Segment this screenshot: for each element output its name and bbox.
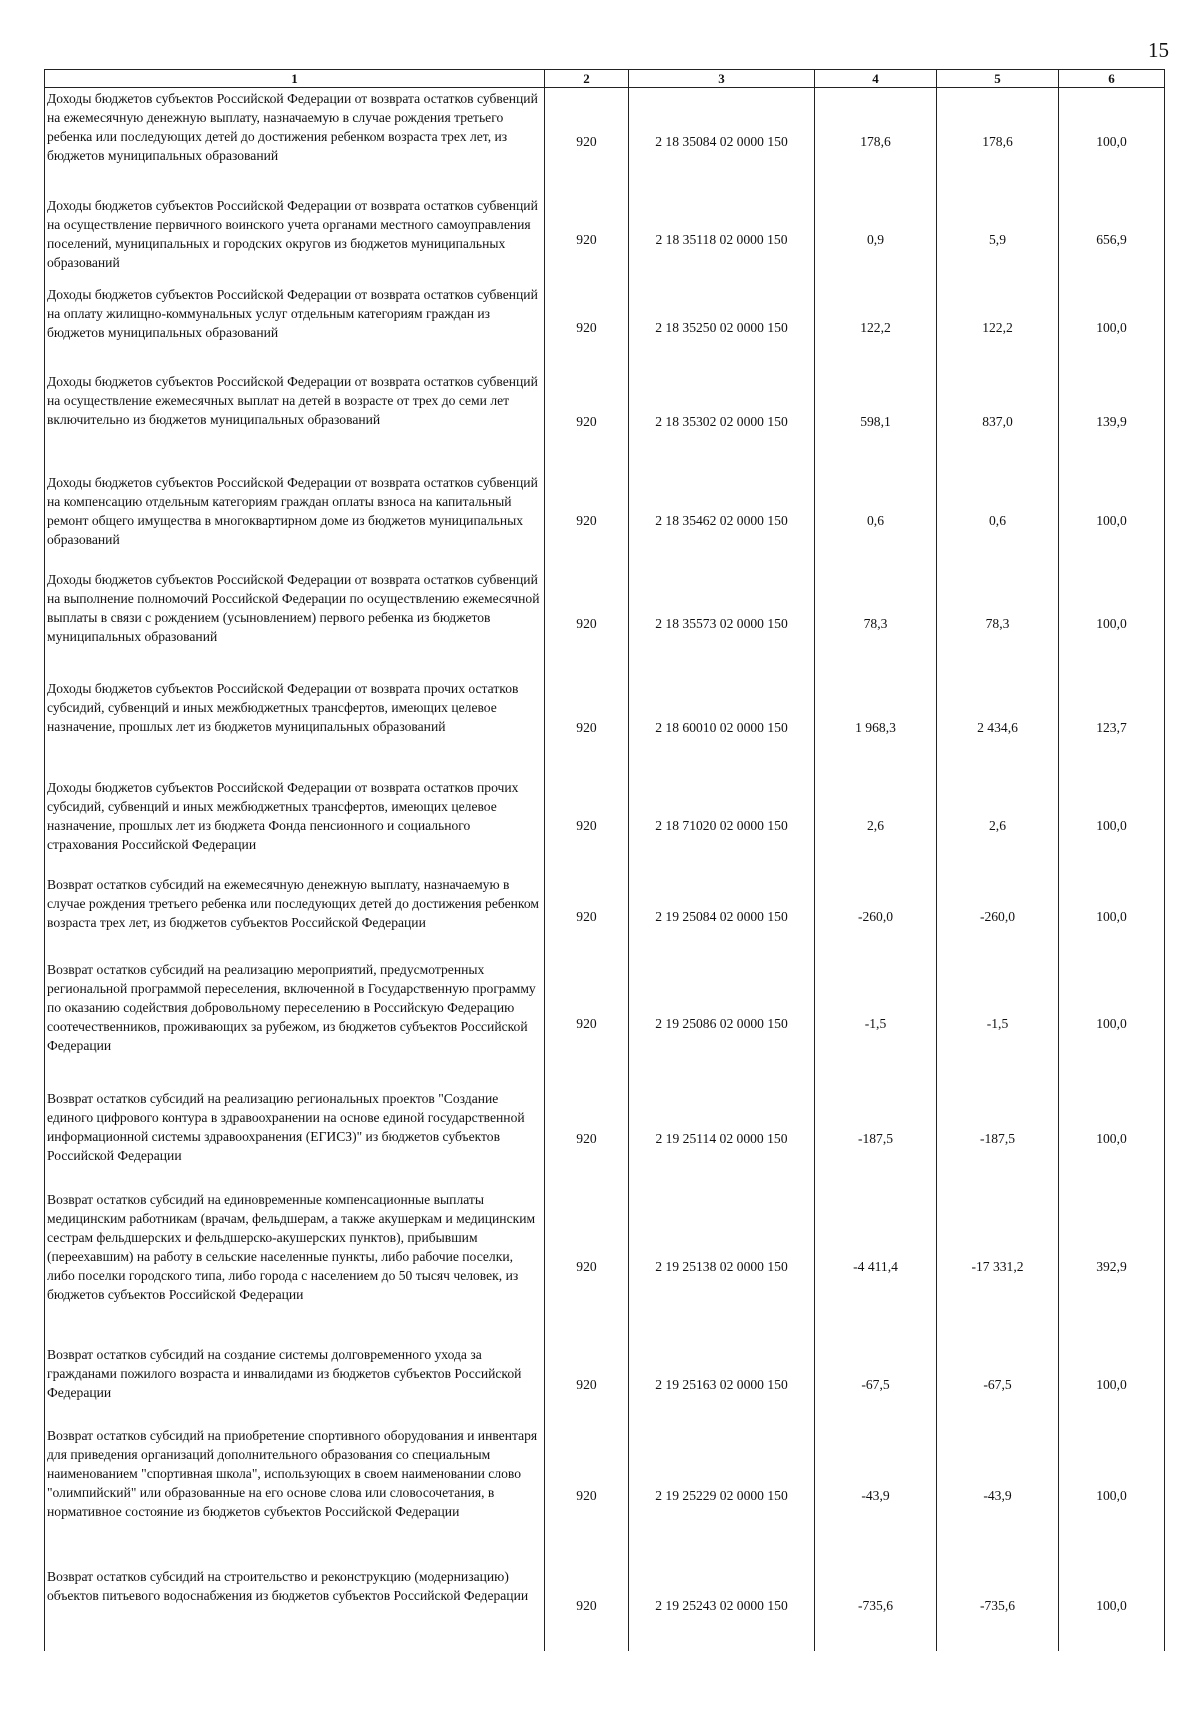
row-description: Доходы бюджетов субъектов Российской Федерации от возврата остатков субвенций на осуществление первичного воинского учета органами местного самоуправления поселений, муниципальных и городских округов из бюджетов муниципальных образований — [45, 195, 545, 284]
row-admin-code: 920 — [545, 959, 629, 1088]
row-description: Возврат остатков субсидий на ежемесячную денежную выплату, назначаемую в случае рождения третьего ребенка или последующих детей до достижения ребенком возраста трех лет, из бюджетов субъектов Российской Федерации — [45, 874, 545, 959]
row-col4: 2,6 — [815, 777, 937, 874]
row-col4: 0,9 — [815, 195, 937, 284]
row-col4: 0,6 — [815, 472, 937, 569]
row-col6: 100,0 — [1059, 777, 1165, 874]
table-row — [45, 88, 1165, 196]
row-col5: 178,6 — [937, 88, 1059, 196]
row-description: Доходы бюджетов субъектов Российской Федерации от возврата остатков субвенций на ежемесячную денежную выплату, назначаемую в случае рождения третьего ребенка или последующих детей до достижения ребенком возраста трех лет, из бюджетов муниципальных образований — [45, 88, 545, 196]
row-admin-code: 920 — [545, 195, 629, 284]
row-col6: 100,0 — [1059, 1088, 1165, 1189]
row-admin-code: 920 — [545, 1425, 629, 1566]
row-col5: -1,5 — [937, 959, 1059, 1088]
row-admin-code: 920 — [545, 1344, 629, 1425]
row-admin-code: 920 — [545, 777, 629, 874]
table-row — [45, 874, 1165, 959]
column-header-5: 5 — [937, 70, 1059, 88]
table-row — [45, 1189, 1165, 1344]
row-col5: 2 434,6 — [937, 678, 1059, 777]
table-row — [45, 371, 1165, 472]
row-admin-code: 920 — [545, 1088, 629, 1189]
row-col4: 178,6 — [815, 88, 937, 196]
table-row — [45, 777, 1165, 874]
table-row — [45, 678, 1165, 777]
row-col6: 100,0 — [1059, 1344, 1165, 1425]
row-col6: 100,0 — [1059, 472, 1165, 569]
row-col6: 100,0 — [1059, 88, 1165, 196]
row-col6: 100,0 — [1059, 959, 1165, 1088]
row-col4: 122,2 — [815, 284, 937, 371]
row-kbk: 2 18 35573 02 0000 150 — [629, 569, 815, 678]
row-col6: 656,9 — [1059, 195, 1165, 284]
row-admin-code: 920 — [545, 678, 629, 777]
row-col6: 100,0 — [1059, 1566, 1165, 1651]
row-kbk: 2 19 25163 02 0000 150 — [629, 1344, 815, 1425]
table-row — [45, 472, 1165, 569]
table-row — [45, 1425, 1165, 1566]
row-col4: 598,1 — [815, 371, 937, 472]
row-col5: 0,6 — [937, 472, 1059, 569]
row-kbk: 2 19 25086 02 0000 150 — [629, 959, 815, 1088]
row-kbk: 2 18 35250 02 0000 150 — [629, 284, 815, 371]
row-col6: 139,9 — [1059, 371, 1165, 472]
row-kbk: 2 19 25114 02 0000 150 — [629, 1088, 815, 1189]
row-col4: 78,3 — [815, 569, 937, 678]
row-kbk: 2 18 35084 02 0000 150 — [629, 88, 815, 196]
table-row — [45, 1088, 1165, 1189]
row-description: Возврат остатков субсидий на создание системы долговременного ухода за гражданами пожилого возраста и инвалидами из бюджетов субъектов Российской Федерации — [45, 1344, 545, 1425]
row-admin-code: 920 — [545, 1566, 629, 1651]
row-col6: 100,0 — [1059, 1425, 1165, 1566]
row-col5: 78,3 — [937, 569, 1059, 678]
row-admin-code: 920 — [545, 874, 629, 959]
column-header-2: 2 — [545, 70, 629, 88]
row-kbk: 2 18 35462 02 0000 150 — [629, 472, 815, 569]
budget-table — [44, 69, 1165, 1651]
table-row — [45, 195, 1165, 284]
page-number: 15 — [1148, 38, 1169, 62]
table-header-row — [45, 70, 1165, 88]
row-col4: -1,5 — [815, 959, 937, 1088]
row-kbk: 2 19 25138 02 0000 150 — [629, 1189, 815, 1344]
row-col5: 122,2 — [937, 284, 1059, 371]
row-col6: 100,0 — [1059, 284, 1165, 371]
row-col6: 392,9 — [1059, 1189, 1165, 1344]
row-description: Доходы бюджетов субъектов Российской Федерации от возврата остатков субвенций на компенсацию отдельным категориям граждан оплаты взноса на капитальный ремонт общего имущества в многоквартирном доме из бюджетов муниципальных образований — [45, 472, 545, 569]
row-description: Возврат остатков субсидий на реализацию мероприятий, предусмотренных региональной программой переселения, включенной в Государственную программу по оказанию содействия добровольному переселению в Российскую Федерацию соотечественников, проживающих за рубежом, из бюджетов субъектов Российской Федерации — [45, 959, 545, 1088]
row-admin-code: 920 — [545, 472, 629, 569]
row-col4: -67,5 — [815, 1344, 937, 1425]
row-col5: 837,0 — [937, 371, 1059, 472]
row-admin-code: 920 — [545, 569, 629, 678]
row-description: Доходы бюджетов субъектов Российской Федерации от возврата остатков прочих субсидий, субвенций и иных межбюджетных трансфертов, имеющих целевое назначение, прошлых лет из бюджета Фонда пенсионного и социального страхования Российской Федерации — [45, 777, 545, 874]
row-col4: 1 968,3 — [815, 678, 937, 777]
row-col5: -187,5 — [937, 1088, 1059, 1189]
row-admin-code: 920 — [545, 371, 629, 472]
row-admin-code: 920 — [545, 1189, 629, 1344]
row-admin-code: 920 — [545, 284, 629, 371]
table-row — [45, 569, 1165, 678]
table-row — [45, 284, 1165, 371]
row-kbk: 2 19 25084 02 0000 150 — [629, 874, 815, 959]
row-col5: -17 331,2 — [937, 1189, 1059, 1344]
row-col5: 2,6 — [937, 777, 1059, 874]
row-col6: 100,0 — [1059, 569, 1165, 678]
row-col4: -4 411,4 — [815, 1189, 937, 1344]
row-admin-code: 920 — [545, 88, 629, 196]
table-row — [45, 959, 1165, 1088]
column-header-3: 3 — [629, 70, 815, 88]
row-description: Доходы бюджетов субъектов Российской Федерации от возврата остатков субвенций на выполнение полномочий Российской Федерации по осуществлению ежемесячной выплаты в связи с рождением (усыновлением) первого ребенка из бюджетов муниципальных образований — [45, 569, 545, 678]
row-col5: -260,0 — [937, 874, 1059, 959]
row-description: Доходы бюджетов субъектов Российской Федерации от возврата прочих остатков субсидий, субвенций и иных межбюджетных трансфертов, имеющих целевое назначение, прошлых лет из бюджетов муниципальных образований — [45, 678, 545, 777]
row-kbk: 2 18 60010 02 0000 150 — [629, 678, 815, 777]
row-col6: 123,7 — [1059, 678, 1165, 777]
row-col4: -43,9 — [815, 1425, 937, 1566]
row-description: Возврат остатков субсидий на приобретение спортивного оборудования и инвентаря для приведения организаций дополнительного образования со специальным наименованием "спортивная школа", использующих в своем наименовании слово "олимпийский" или образованные на его основе слова или словосочетания, в нормативное состояние из бюджетов субъектов Российской Федерации — [45, 1425, 545, 1566]
column-header-4: 4 — [815, 70, 937, 88]
row-col6: 100,0 — [1059, 874, 1165, 959]
column-header-1: 1 — [45, 70, 545, 88]
row-col5: 5,9 — [937, 195, 1059, 284]
column-header-6: 6 — [1059, 70, 1165, 88]
row-kbk: 2 19 25243 02 0000 150 — [629, 1566, 815, 1651]
row-col5: -67,5 — [937, 1344, 1059, 1425]
row-description: Возврат остатков субсидий на реализацию региональных проектов "Создание единого цифрового контура в здравоохранении на основе единой государственной информационной системы здравоохранения (ЕГИСЗ)" из бюджетов субъектов Российской Федерации — [45, 1088, 545, 1189]
row-col4: -187,5 — [815, 1088, 937, 1189]
row-description: Доходы бюджетов субъектов Российской Федерации от возврата остатков субвенций на оплату жилищно-коммунальных услуг отдельным категориям граждан из бюджетов муниципальных образований — [45, 284, 545, 371]
table-row — [45, 1566, 1165, 1651]
row-col5: -735,6 — [937, 1566, 1059, 1651]
table-row — [45, 1344, 1165, 1425]
row-description: Возврат остатков субсидий на единовременные компенсационные выплаты медицинским работникам (врачам, фельдшерам, а также акушеркам и медицинским сестрам фельдшерских и фельдшерско-акушерских пунктов), прибывшим (переехавшим) на работу в сельские населенные пункты, либо рабочие поселки, либо поселки городского типа, либо города с населением до 50 тысяч человек, из бюджетов субъектов Российской Федерации — [45, 1189, 545, 1344]
row-kbk: 2 18 71020 02 0000 150 — [629, 777, 815, 874]
row-col4: -735,6 — [815, 1566, 937, 1651]
row-col5: -43,9 — [937, 1425, 1059, 1566]
row-kbk: 2 18 35302 02 0000 150 — [629, 371, 815, 472]
row-description: Возврат остатков субсидий на строительство и реконструкцию (модернизацию) объектов питьевого водоснабжения из бюджетов субъектов Российской Федерации — [45, 1566, 545, 1651]
row-description: Доходы бюджетов субъектов Российской Федерации от возврата остатков субвенций на осуществление ежемесячных выплат на детей в возрасте от трех до семи лет включительно из бюджетов муниципальных образований — [45, 371, 545, 472]
row-kbk: 2 19 25229 02 0000 150 — [629, 1425, 815, 1566]
row-kbk: 2 18 35118 02 0000 150 — [629, 195, 815, 284]
row-col4: -260,0 — [815, 874, 937, 959]
